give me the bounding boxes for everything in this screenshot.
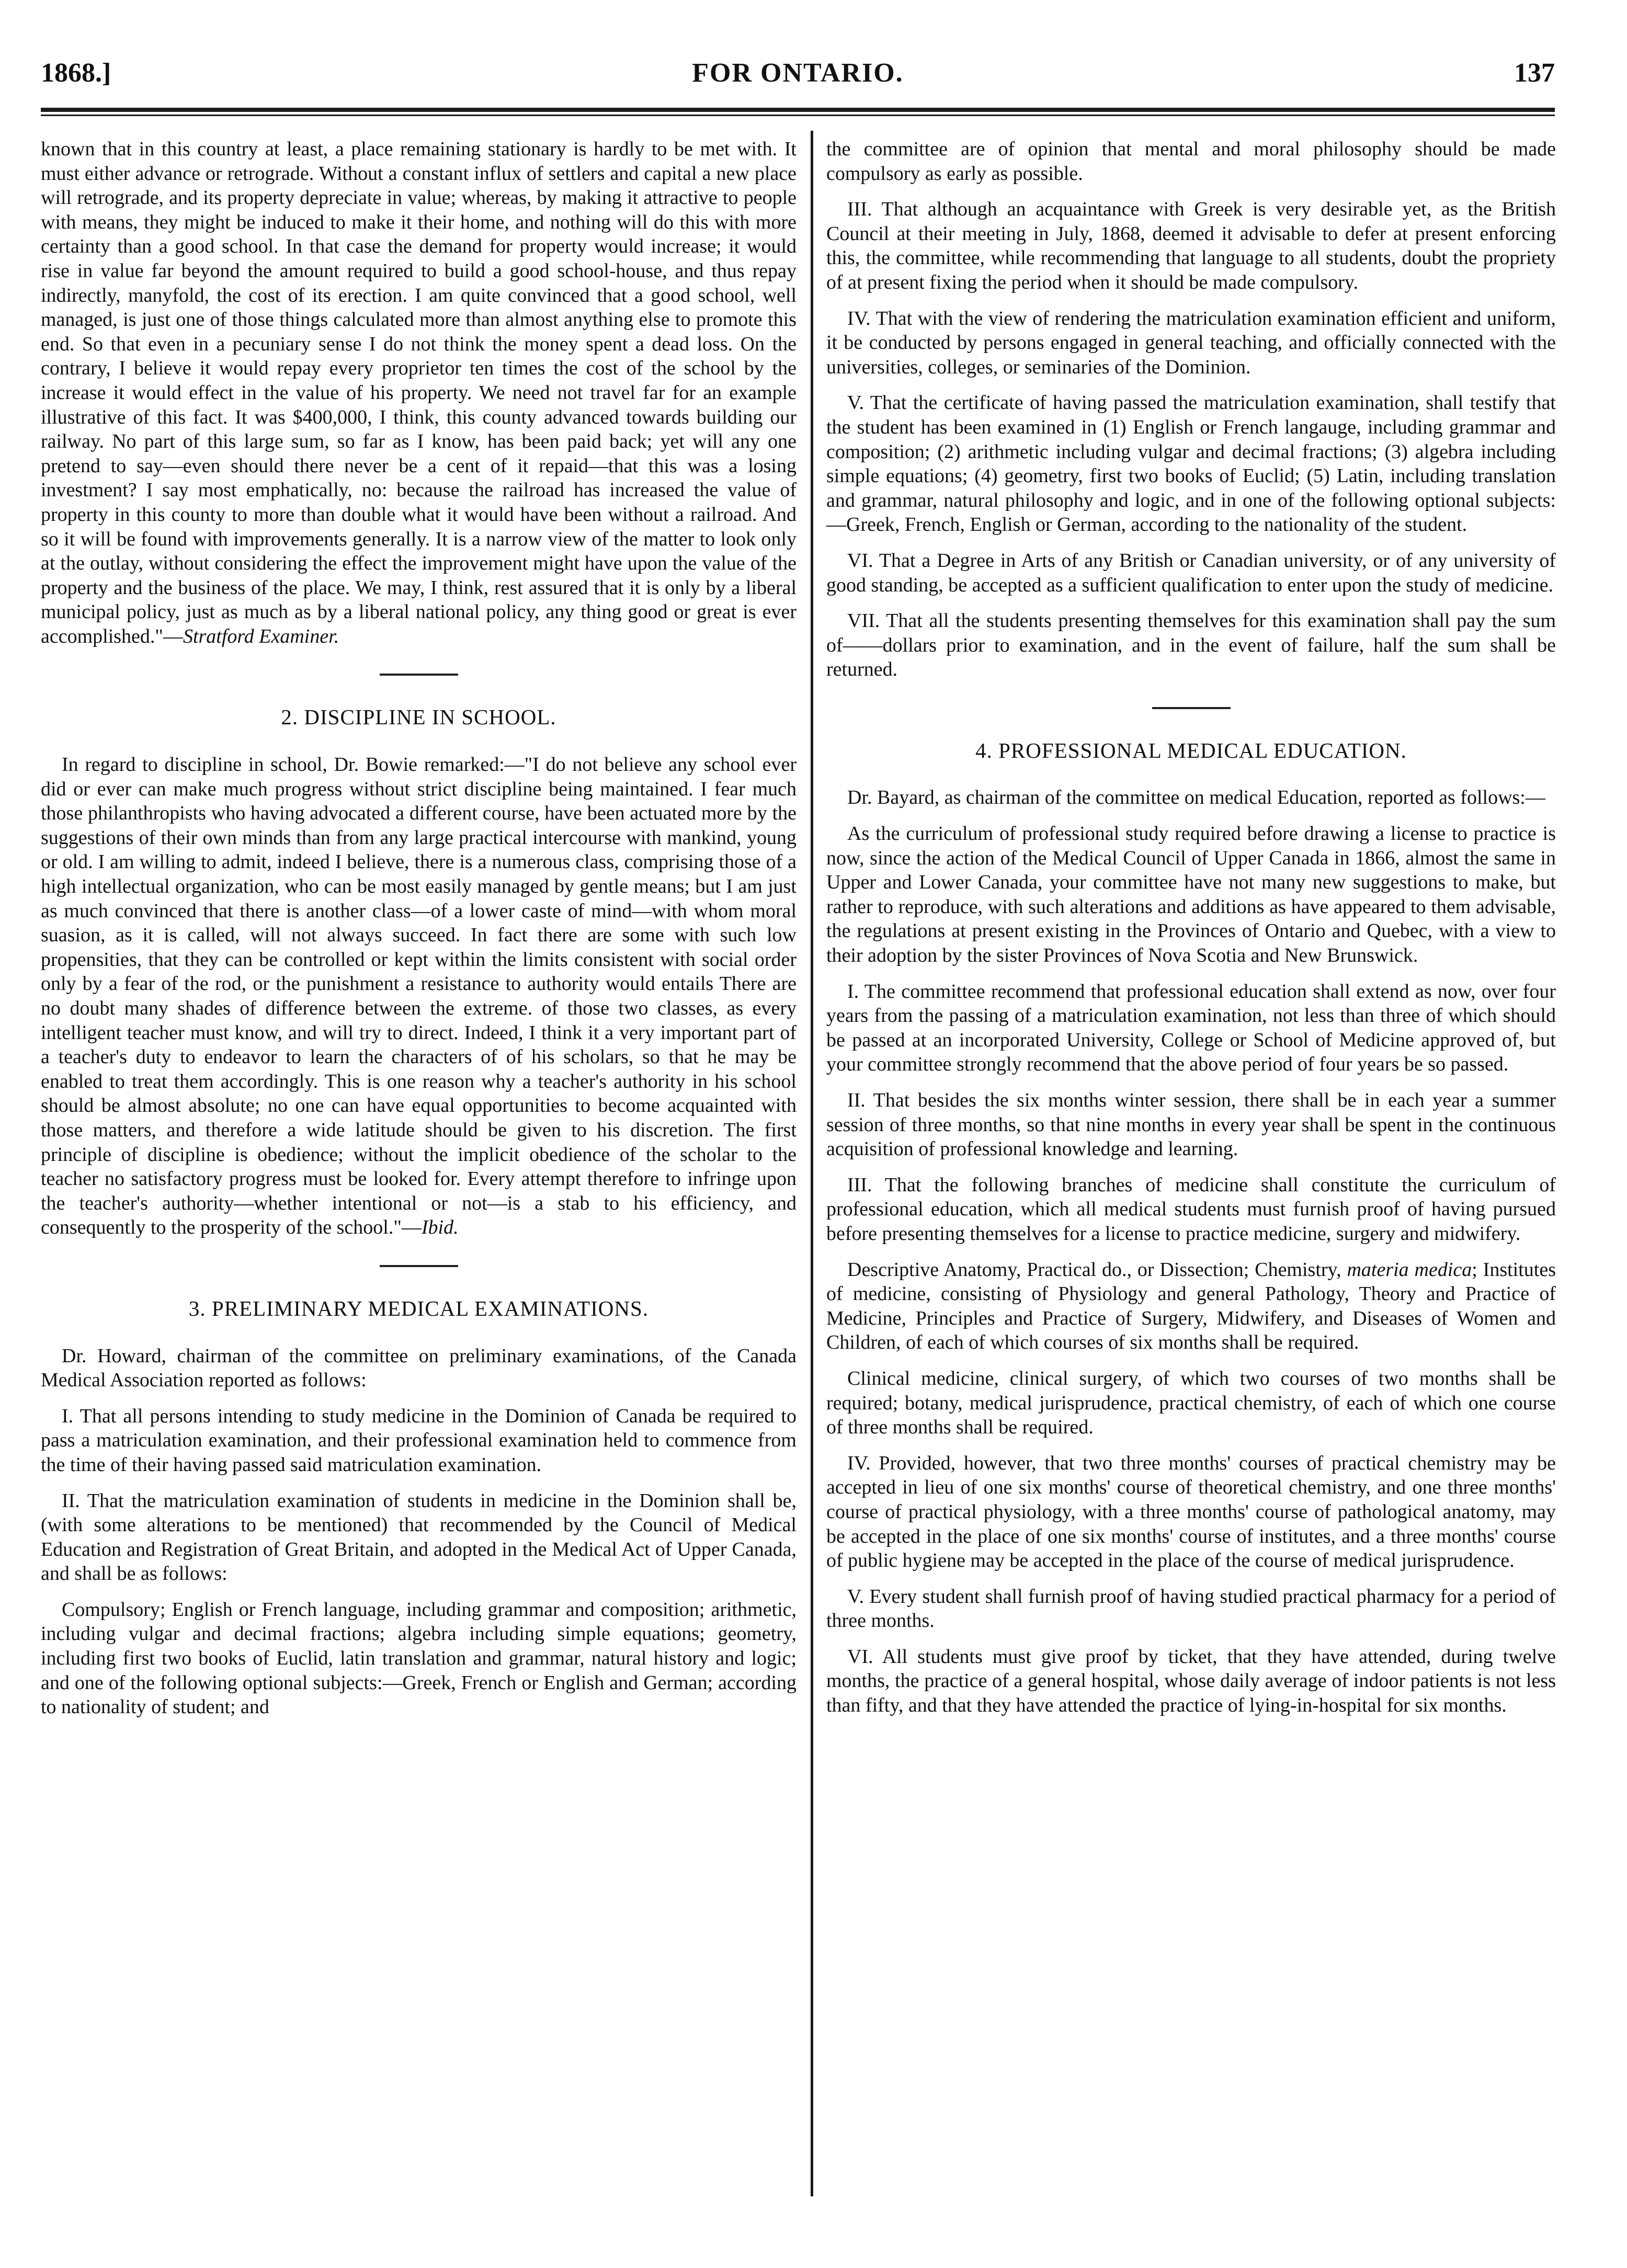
compulsory-subjects: Compulsory; English or French language, including grammar and composition; arithmetic, including vulgar and decimal fractions; algebra including simple equations; geometry, including first two books of Euclid, latin translation and grammar, natural history and logic; and one of the following optional subjects:—Greek, French or English and German; according to nationality of student; and bbox=[41, 1598, 797, 1718]
intro-paragraph bbox=[41, 137, 797, 648]
professional-intro: Dr. Bayard, as chairman of the committee on medical Education, reported as follows:— bbox=[847, 787, 1545, 809]
curriculum-paragraph: As the curriculum of professional study required before drawing a license to practice is now, since the action of the Medical Council of Upper Canada in 1866, almost the same in Upper and Lower Canada, your committee have not many new suggestions to make, but rather to reproduce, with such alterations and additions as have appeared to them advisable, the regulations at present existing in the Provinces of Ontario and Quebec, with a view to their adoption by the sister Provinces of Nova Scotia and New Brunswick. bbox=[826, 823, 1556, 967]
descriptive-post: ; Institutes of medicine, consisting of Physiology and general Pathology, Theory and Practice of Medicine, Principles and Practice of Surgery, Midwifery, and Diseases of Women and Children, of each of which courses of six months shall be required. bbox=[826, 1258, 1556, 1354]
professional-item-1: I. The committee recommend that professional education shall extend as now, over four years from the passing of a matriculation examination, not less than three of which should be passed at an incorporated University, College or School of Medicine approved of, but your committee strongly recommend that the above period of four years be so passed. bbox=[826, 980, 1556, 1076]
section-heading-preliminary: 3. PRELIMINARY MEDICAL EXAMINATIONS. bbox=[188, 1296, 649, 1320]
right-column bbox=[826, 137, 1556, 1729]
preliminary-item-5: V. That the certificate of having passed the matriculation examination, shall testify that the student has been examined in (1) English or French langauge, including grammar and composition; (2) arithmetic including vulgar and decimal fractions; (3) algebra including simple equations; (4) geometry, first two books of Euclid; (5) Latin, including translation and grammar, natural philosophy and logic, and in one of the following optional subjects:—Greek, French, English or German, according to the nationality of the student. bbox=[826, 392, 1556, 536]
section-separator bbox=[1152, 707, 1231, 709]
intro-text: known that in this country at least, a place remaining stationary is hardly to be met with. It must either advance or retrograde. Without a constant influx of settlers and capital a new place will retrograde, and its property depreciate in value; whereas, by making it attractive to people with means, they might be induced to make it their home, and nothing will do this with more certainty than a good school. In that case the demand for property would increase; it would rise in value far beyond the amount required to build a good school-house, and thus repay indirectly, manyfold, the cost of its erection. I am quite convinced that a good school, well managed, is just one of those things calculated more than almost anything else to promote this end. So that even in a pecuniary sense I do not think the money spent a dead loss. On the contrary, I believe it would repay every proprietor ten times the cost of the school by the increase it would effect in the value of his property. We need not travel far for an example illustrative of this fact. It was $400,000, I think, this county advanced towards building our railway. No part of this large sum, so far as I know, has been paid back; yet will any one pretend to say—even should there never be a cent of it repaid—that this was a losing investment? I say most emphatically, no: because the railroad has increased the value of property in this county to more than double what it would have been without a railroad. And so it will be found with improvements generally. It is a narrow view of the matter to look only at the outlay, without considering the effect the improvement might have upon the value of the property and the business of the place. We may, I think, rest assured that it is only by a liberal municipal policy, just as much as by a liberal national policy, any thing good or great is ever accomplished."— bbox=[41, 138, 797, 647]
header-rule-thin bbox=[41, 115, 1555, 116]
professional-item-3: III. That the following branches of medicine shall constitute the curriculum of professional education, which all medical students must furnish proof of having pursued before presenting themselves for a license to practice medicine, surgery and midwifery. bbox=[826, 1173, 1556, 1245]
professional-item-4: IV. Provided, however, that two three months' courses of practical chemistry may be accepted in lieu of one six months' course of theoretical chemistry, and one three months' course of practical physiology, with a three months' course of pathological anatomy, may be accepted in the place of one six months' course of institutes, and a three months' course of public hygiene may be accepted in the place of the course of medical jurisprudence. bbox=[826, 1452, 1556, 1572]
section-separator bbox=[380, 674, 458, 676]
header-title: FOR ONTARIO. bbox=[692, 58, 904, 88]
column-divider bbox=[811, 131, 813, 2196]
discipline-source: Ibid. bbox=[421, 1216, 459, 1239]
preliminary-item-3: III. That although an acquaintance with Greek is very desirable yet, as the British Council at their meeting in July, 1868, deemed it advisable to defer at present enforcing this, the committee, while recommending that language to all students, doubt the propriety of at present fixing the period when it should be made compulsory. bbox=[826, 198, 1556, 293]
discipline-text: In regard to discipline in school, Dr. Bowie remarked:—"I do not believe any school ever did or ever can make much progress without strict discipline being maintained. I fear much those philanthropists who having advocated a different course, have been actuated more by the suggestions of their own minds than from any large practical intercourse with mankind, young or old. I am willing to admit, indeed I believe, there is a numerous class, comprising those of a high intellectual organization, who can be most easily managed by gentle means; but I am just as much convinced that there is another class—of a lower caste of mind—with whom moral suasion, as it is called, will not always succeed. In fact there are some with such low propensities, that they can be controlled or kept within the limits consistent with social order only by a fear of the rod, or the punishment a resistance to authority would entails There are no doubt many shades of difference between the extreme. of those two classes, as every intelligent teacher must know, and will try to direct. Indeed, I think it a very important part of a teacher's duty to endeavor to learn the characters of of his scholars, so that he may be enabled to treat them accordingly. This is one reason why a teacher's authority in his school should be almost absolute; no one can have equal opportunities to become acquainted with those matters, and therefore a wide latitude should be given to his discretion. The first principle of discipline is obedience; without the implicit obedience of the scholar to the teacher no satisfactory progress must be looked for. Every attempt therefore to infringe upon the teacher's authority—whether intentional or not—is a stab to his efficiency, and consequently to the prosperity of the school."— bbox=[41, 754, 797, 1239]
preliminary-item-7: VII. That all the students presenting themselves for this examination shall pay the sum of——dollars prior to examination, and in the event of failure, half the sum shall be returned. bbox=[826, 610, 1556, 681]
preliminary-item-4: IV. That with the view of rendering the matriculation examination efficient and uniform, it be conducted by persons engaged in general teaching, and officially connected with the universities, colleges, or seminaries of the Dominion. bbox=[826, 307, 1556, 378]
discipline-paragraph bbox=[41, 753, 797, 1240]
left-column bbox=[41, 137, 797, 1731]
section-heading-discipline: 2. DISCIPLINE IN SCHOOL. bbox=[281, 705, 556, 730]
header-rule bbox=[41, 108, 1555, 112]
section-separator bbox=[380, 1265, 458, 1267]
continuation-paragraph: the committee are of opinion that mental and moral philosophy should be made compulsory as early as possible. bbox=[826, 138, 1556, 185]
professional-item-2: II. That besides the six months winter session, there shall be in each year a summer session of three months, so that nine months in every year shall be spent in the continuous acquisition of professional knowledge and learning. bbox=[826, 1089, 1556, 1160]
preliminary-item-2: II. That the matriculation examination of students in medicine in the Dominion shall be, (with some alterations to be mentioned) that recommended by the Council of Medical Education and Registration of Great Britain, and adopted in the Medical Act of Upper Canada, and shall be as follows: bbox=[41, 1489, 797, 1585]
section-heading-professional: 4. PROFESSIONAL MEDICAL EDUCATION. bbox=[975, 738, 1407, 762]
descriptive-paragraph bbox=[826, 1258, 1556, 1355]
preliminary-item-6: VI. That a Degree in Arts of any British or Canadian university, or of any university of good standing, be accepted as a sufficient qualification to enter upon the study of medicine. bbox=[826, 549, 1556, 596]
intro-source: Stratford Examiner. bbox=[183, 625, 339, 647]
preliminary-intro: Dr. Howard, chairman of the committee on preliminary examinations, of the Canada Medical Association reported as follows: bbox=[41, 1344, 797, 1392]
descriptive-italic: materia medica bbox=[1347, 1258, 1472, 1281]
header-year: 1868.] bbox=[41, 58, 111, 88]
page-number: 137 bbox=[1514, 58, 1555, 88]
professional-item-6: VI. All students must give proof by ticket, that they have attended, during twelve months, the practice of a general hospital, whose daily average of indoor patients is not less than fifty, and that they have attended the practice of lying-in-hospital for six months. bbox=[826, 1645, 1556, 1717]
professional-item-5: V. Every student shall furnish proof of having studied practical pharmacy for a period of three months. bbox=[826, 1585, 1556, 1632]
preliminary-item-1: I. That all persons intending to study medicine in the Dominion of Canada be required to pass a matriculation examination, and their professional examination held to commence from the time of their having passed said matriculation examination. bbox=[41, 1405, 797, 1476]
running-header bbox=[41, 48, 1555, 90]
descriptive-pre: Descriptive Anatomy, Practical do., or Dissection; Chemistry, bbox=[847, 1258, 1347, 1281]
clinical-paragraph: Clinical medicine, clinical surgery, of which two courses of two months shall be required; botany, medical jurisprudence, practical chemistry, of each of which one course of three months shall be required. bbox=[826, 1367, 1556, 1439]
